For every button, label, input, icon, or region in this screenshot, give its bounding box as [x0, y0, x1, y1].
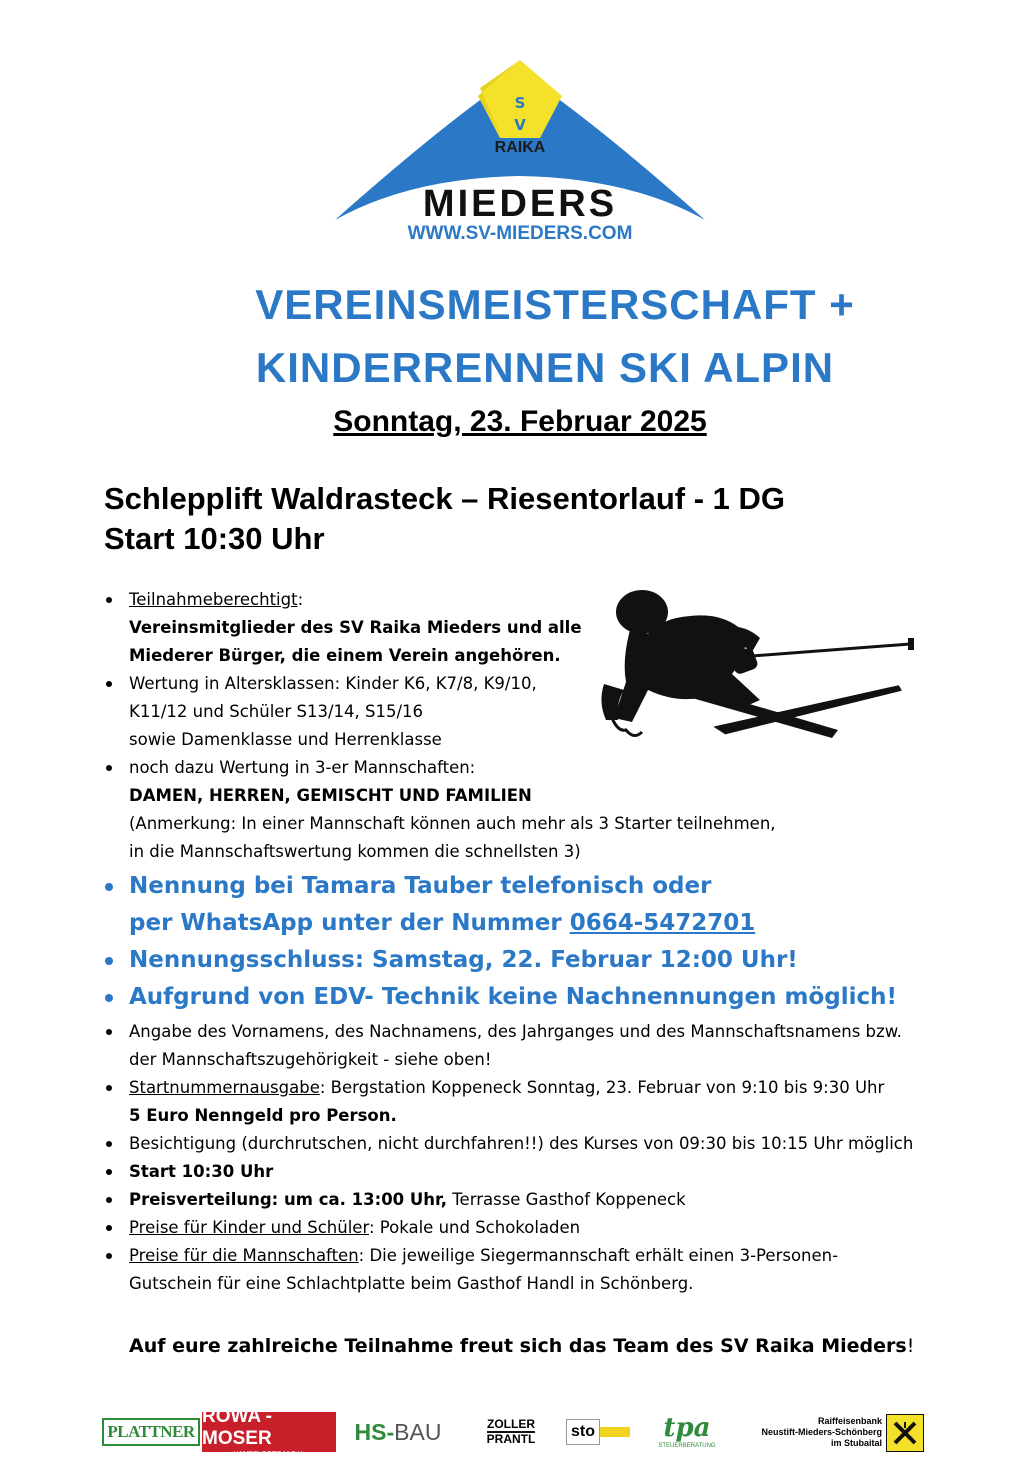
start-text: Start 10:30 Uhr	[129, 1162, 274, 1181]
logo-letter-v: V	[514, 116, 526, 134]
sponsor-sto-stripe	[600, 1427, 630, 1437]
awards-text: Terrasse Gasthof Koppeneck	[447, 1190, 686, 1209]
list-item	[104, 868, 954, 942]
sponsor-raiffeisen-line-3: im Stubaital	[830, 1437, 882, 1448]
bib-label: Startnummernausgabe	[129, 1078, 320, 1097]
prizes-teams-label: Preise für die Mannschaften	[129, 1246, 359, 1265]
bullet-icon	[106, 1085, 112, 1091]
bullet-icon	[106, 1141, 112, 1147]
club-logo	[330, 58, 710, 248]
list-item	[104, 1242, 954, 1298]
list-item	[104, 586, 954, 670]
teams-line-4: in die Mannschaftswertung kommen die schnellsten 3)	[129, 842, 581, 861]
bullet-icon	[106, 1169, 112, 1175]
sponsor-tpa	[644, 1412, 730, 1452]
logo-letter-s: S	[514, 94, 526, 112]
list-item	[104, 1186, 954, 1214]
classes-line-1: Wertung in Altersklassen: Kinder K6, K7/8, K9/10,	[129, 674, 537, 693]
bib-text: : Bergstation Koppeneck Sonntag, 23. Februar von 9:10 bis 9:30 Uhr	[319, 1078, 885, 1097]
club-logo-graphic	[330, 58, 710, 248]
list-item	[104, 1158, 954, 1186]
sponsor-bar	[106, 1405, 924, 1458]
list-item	[104, 670, 954, 754]
inspection-text: Besichtigung (durchrutschen, nicht durchfahren!!) des Kurses von 09:30 bis 10:15 Uhr möglich	[129, 1134, 914, 1153]
sponsor-hs-prefix: HS-	[354, 1418, 395, 1445]
sponsor-raiffeisen-line-2: Neustift-Mieders-Schönberg	[761, 1426, 882, 1437]
start-heading: Start 10:30 Uhr	[104, 521, 325, 556]
entry-line-1: Nennung bei Tamara Tauber telefonisch oder	[129, 873, 712, 899]
sponsor-sto-text: sto	[566, 1419, 600, 1445]
bullet-icon	[105, 994, 113, 1002]
info-line-1: Angabe des Vornamens, des Nachnamens, des Jahrganges und des Mannschaftsnamens bzw.	[129, 1022, 902, 1041]
bullet-icon	[105, 883, 113, 891]
bullet-icon	[106, 765, 112, 771]
sponsor-plattner-text: PLATTNER	[102, 1418, 199, 1446]
sponsor-tpa-text: tpa	[663, 1413, 711, 1443]
no-late-entries-text: Aufgrund von EDV- Technik keine Nachnennungen möglich!	[129, 984, 897, 1010]
awards-bold: Preisverteilung: um ca. 13:00 Uhr,	[129, 1190, 448, 1209]
bullet-icon	[106, 1029, 112, 1035]
sponsor-plattner	[106, 1412, 196, 1452]
logo-brand: RAIKA	[494, 139, 546, 156]
fee-text: 5 Euro Nenngeld pro Person.	[129, 1106, 397, 1125]
sponsor-prantl-text: PRANTL	[486, 1432, 536, 1446]
participants-colon: :	[297, 590, 304, 609]
closing-excl: !	[906, 1335, 915, 1357]
sponsor-rowa-subtext: HANDELSGES.M.B.H.	[233, 1450, 305, 1458]
title-line-2: KINDERRENNEN SKI ALPIN	[255, 344, 835, 391]
entry-phone-link[interactable]: 0664-5472701	[569, 910, 756, 936]
list-item	[104, 754, 954, 866]
sponsor-rowa-moser	[202, 1405, 336, 1458]
bullet-icon	[106, 597, 112, 603]
closing-statement	[129, 1332, 914, 1360]
sponsor-zoller-prantl	[466, 1412, 556, 1452]
list-item	[104, 1018, 954, 1074]
info-line-2: der Mannschaftszugehörigkeit - siehe oben!	[129, 1050, 492, 1069]
logo-url: WWW.SV-MIEDERS.COM	[407, 223, 633, 244]
list-item	[104, 1130, 954, 1158]
participants-label: Teilnahmeberechtigt	[129, 590, 298, 609]
list-item	[104, 942, 954, 979]
bullet-icon	[106, 1225, 112, 1231]
classes-line-2: K11/12 und Schüler S13/14, S15/16	[129, 702, 424, 721]
bullet-icon	[106, 1197, 112, 1203]
teams-line-3: (Anmerkung: In einer Mannschaft können auch mehr als 3 Starter teilnehmen,	[129, 814, 776, 833]
teams-line-2: DAMEN, HERREN, GEMISCHT UND FAMILIEN	[129, 786, 532, 805]
participants-text-2: Miederer Bürger, die einem Verein angehören.	[129, 646, 561, 665]
bullet-icon	[105, 957, 113, 965]
venue-heading: Schlepplift Waldrasteck – Riesentorlauf - 1 DG	[104, 481, 786, 516]
sponsor-tpa-subtext: STEUERBERATUNG	[658, 1443, 716, 1449]
sponsor-hs-bau	[344, 1412, 452, 1452]
raiffeisen-logo-icon	[886, 1414, 924, 1452]
list-item	[104, 1214, 954, 1242]
sponsor-zoller-text: ZOLLER	[487, 1417, 535, 1431]
prizes-kids-text: : Pokale und Schokoladen	[368, 1218, 581, 1237]
prizes-kids-label: Preise für Kinder und Schüler	[129, 1218, 369, 1237]
participants-text-1: Vereinsmitglieder des SV Raika Mieders und alle	[129, 618, 582, 637]
teams-line-1: noch dazu Wertung in 3-er Mannschaften:	[129, 758, 476, 777]
logo-name: MIEDERS	[422, 183, 618, 225]
event-date: Sonntag, 23. Februar 2025	[333, 405, 707, 438]
list-item	[104, 1074, 954, 1130]
bullet-icon	[106, 1253, 112, 1259]
sponsor-hs-suffix: BAU	[394, 1418, 442, 1445]
prizes-teams-text-1: : Die jeweilige Siegermannschaft erhält einen 3-Personen-	[358, 1246, 839, 1265]
classes-line-3: sowie Damenklasse und Herrenklasse	[129, 730, 442, 749]
list-item	[104, 979, 954, 1016]
prizes-teams-text-2: Gutschein für eine Schlachtplatte beim Gasthof Handl in Schönberg.	[129, 1274, 694, 1293]
bullet-icon	[106, 681, 112, 687]
sponsor-raiffeisen	[732, 1412, 882, 1452]
sponsor-raiffeisen-line-1: Raiffeisenbank	[817, 1415, 882, 1426]
closing-text: Auf eure zahlreiche Teilnahme freut sich das Team des SV Raika Mieders	[129, 1335, 907, 1357]
title-line-1: VEREINSMEISTERSCHAFT +	[255, 281, 855, 328]
sponsor-sto	[566, 1412, 638, 1452]
sponsor-rowa-text: ROWA - MOSER	[202, 1405, 273, 1449]
deadline-text: Nennungsschluss: Samstag, 22. Februar 12:00 Uhr!	[129, 947, 798, 973]
entry-line-2: per WhatsApp unter der Nummer	[129, 910, 570, 936]
info-list	[104, 586, 954, 1298]
